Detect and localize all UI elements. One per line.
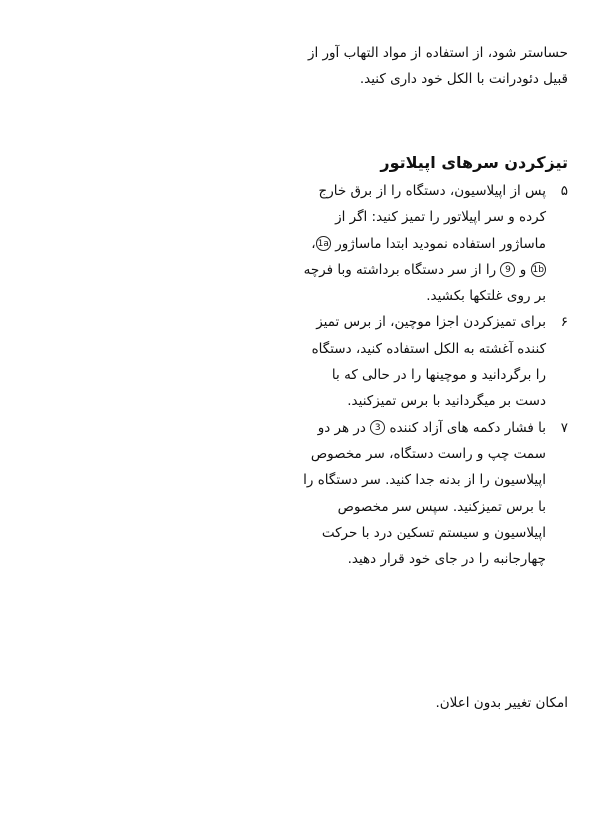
cleaning-steps-list [300, 178, 568, 572]
step-text: برای تمیزکردن اجزا موچین، از برس تمیز کننده آغشته به الکل استفاده کنید، دستگاه را برگردانید و موچینها را در حالی که با دست بر میگردانید با برس تمیزکنید. [311, 314, 546, 410]
intro-text: حساستر شود، از استفاده از مواد التهاب آور از قبیل دئودرانت با الکل خود داری کنید. [307, 45, 568, 87]
callout-9: 9 [500, 262, 515, 277]
separator: و [515, 261, 531, 278]
step-6 [300, 309, 568, 414]
callout-1a: 1a [316, 236, 331, 251]
step-5-text-after: را از سر دستگاه برداشته وبا فرچه بر روی غلتکها بکشید. [303, 261, 546, 305]
footer-text: امکان تغییر بدون اعلان. [435, 695, 568, 711]
step-number: ۶ [560, 314, 568, 331]
step-5-text-before: پس از اپیلاسیون، دستگاه را از برق خارج کرده و سر اپیلاتور را تمیز کنید: اگر از ماساژور استفاده نمودید ابتدا ماساژور [318, 183, 546, 252]
step-number: ۵ [560, 183, 568, 199]
step-7-text-after: در هر دو سمت چپ و راست دستگاه، سر مخصوص اپیلاسیون را از بدنه جدا کنید. سر دستگاه را با برس تمیزکنید. سپس سر مخصوص اپیلاسیون و سیستم تسکین درد با حرکت چهارجانبه را در جای خود قرار دهید. [303, 419, 546, 568]
section-heading-text: تیزکردن سرهای اپیلاتور [380, 153, 568, 172]
callout-1b: 1b [531, 262, 546, 277]
separator: ، [311, 235, 316, 252]
step-5 [300, 178, 568, 309]
step-7 [300, 415, 568, 573]
callout-3: 3 [370, 420, 385, 435]
step-text [303, 420, 546, 567]
step-number: ۷ [560, 419, 568, 436]
footer-note [300, 690, 568, 716]
step-text [304, 183, 546, 304]
intro-paragraph [300, 40, 568, 92]
section-heading [300, 150, 568, 176]
step-7-text-before: با فشار دکمه های آزاد کننده [385, 419, 546, 436]
